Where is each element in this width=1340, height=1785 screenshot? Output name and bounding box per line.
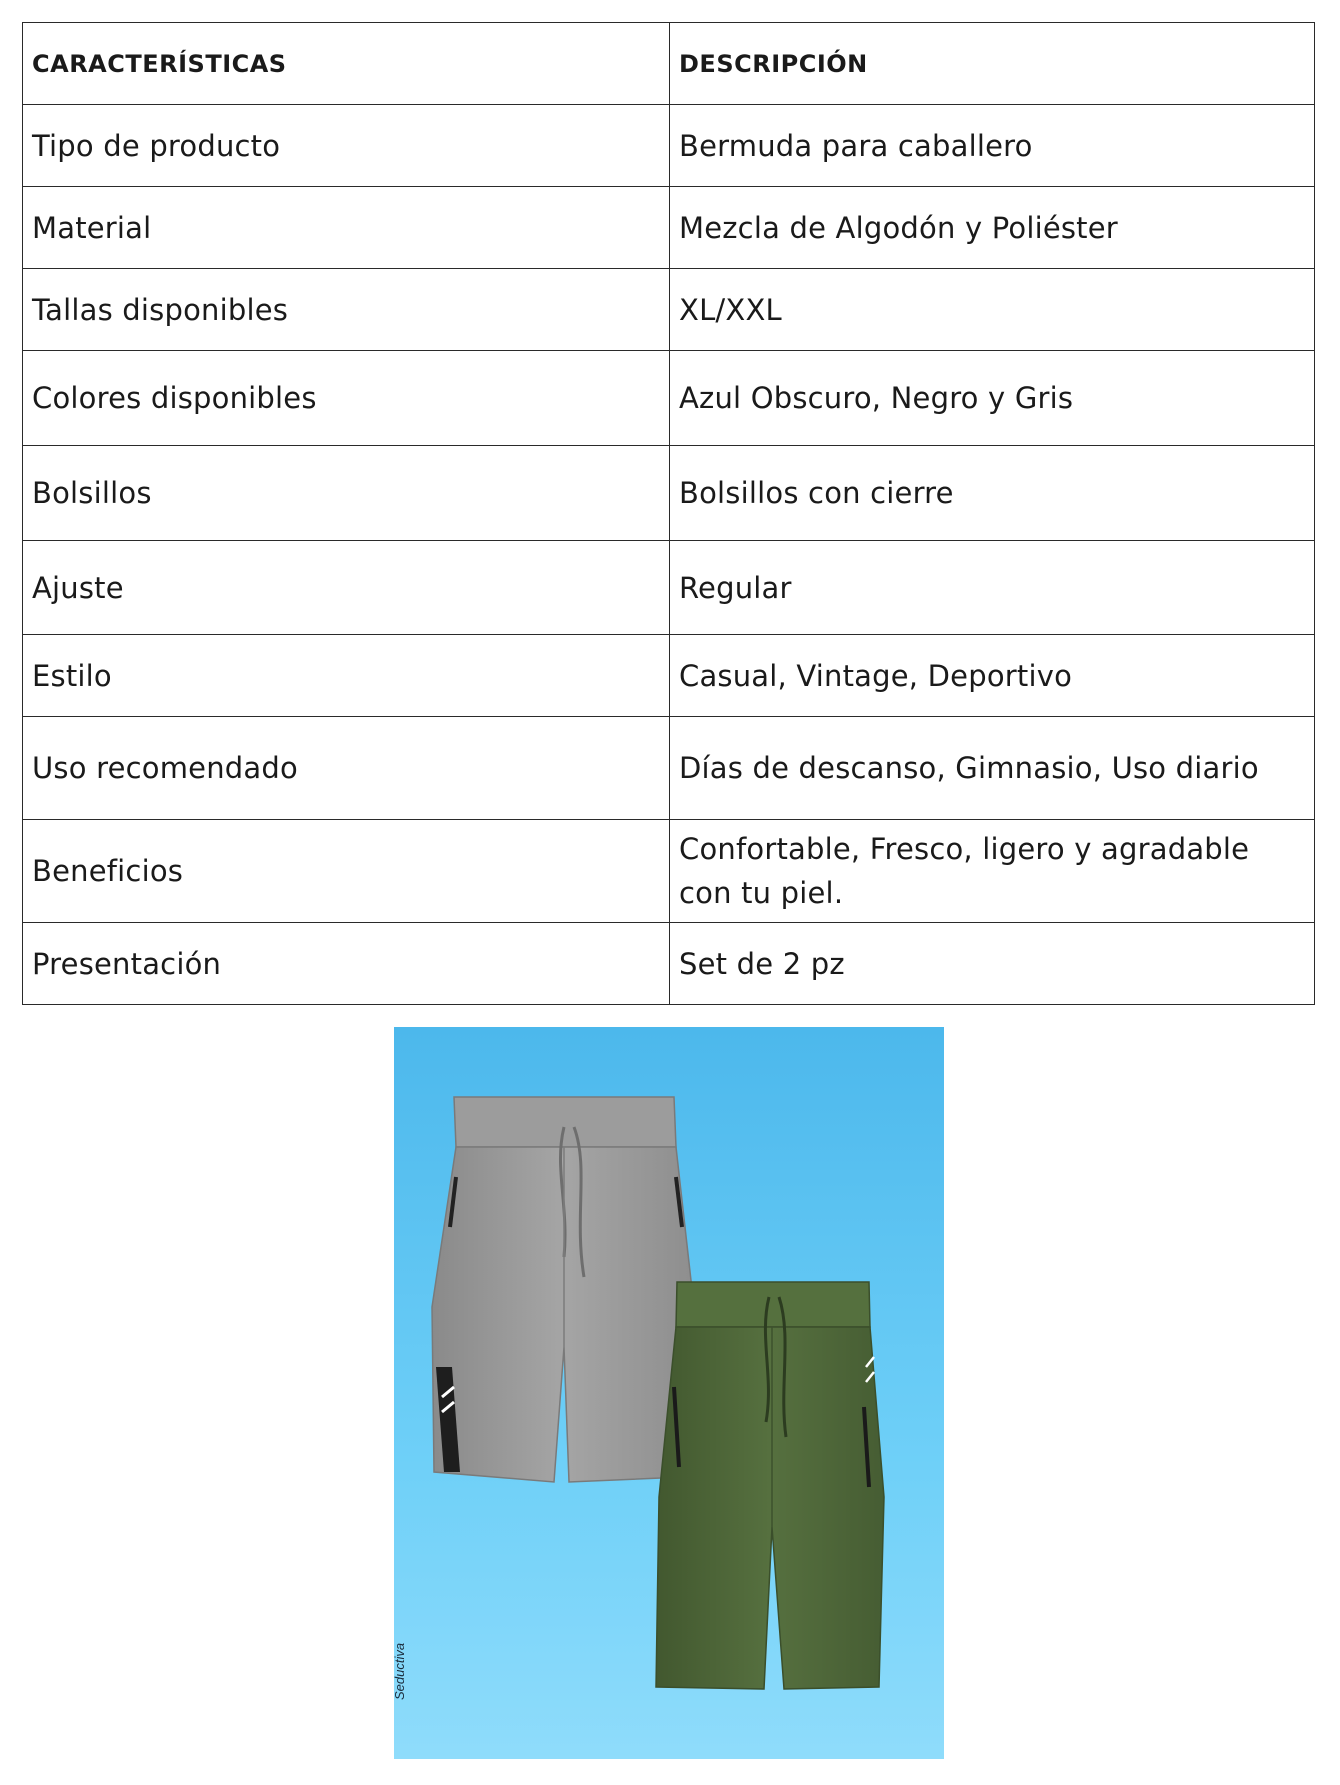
feature-cell: Material (23, 187, 670, 269)
feature-cell: Tallas disponibles (23, 269, 670, 351)
table-row (23, 269, 1315, 351)
header-caracteristicas: CARACTERÍSTICAS (23, 23, 670, 105)
description-cell: Confortable, Fresco, ligero y agradable con tu piel. (670, 820, 1315, 923)
product-photo (394, 1027, 944, 1759)
table-header-row (23, 23, 1315, 105)
spec-table (22, 22, 1315, 1005)
feature-cell: Estilo (23, 635, 670, 717)
description-cell: Set de 2 pz (670, 923, 1315, 1005)
feature-cell: Tipo de producto (23, 105, 670, 187)
description-cell: Regular (670, 541, 1315, 635)
shorts-illustration (394, 1027, 944, 1759)
table-row (23, 923, 1315, 1005)
feature-cell: Beneficios (23, 820, 670, 923)
description-cell: Bermuda para caballero (670, 105, 1315, 187)
feature-cell: Uso recomendado (23, 717, 670, 820)
table-row (23, 541, 1315, 635)
description-cell: Casual, Vintage, Deportivo (670, 635, 1315, 717)
photo-watermark: Seductiva (392, 1642, 407, 1700)
feature-cell: Ajuste (23, 541, 670, 635)
table-row (23, 635, 1315, 717)
description-cell: XL/XXL (670, 269, 1315, 351)
table-row (23, 446, 1315, 541)
feature-cell: Bolsillos (23, 446, 670, 541)
description-cell: Días de descanso, Gimnasio, Uso diario (670, 717, 1315, 820)
header-descripcion: DESCRIPCIÓN (670, 23, 1315, 105)
table-row (23, 820, 1315, 923)
table-row (23, 717, 1315, 820)
table-row (23, 105, 1315, 187)
table-row (23, 187, 1315, 269)
description-cell: Azul Obscuro, Negro y Gris (670, 351, 1315, 446)
description-cell: Mezcla de Algodón y Poliéster (670, 187, 1315, 269)
feature-cell: Colores disponibles (23, 351, 670, 446)
feature-cell: Presentación (23, 923, 670, 1005)
description-cell: Bolsillos con cierre (670, 446, 1315, 541)
table-row (23, 351, 1315, 446)
